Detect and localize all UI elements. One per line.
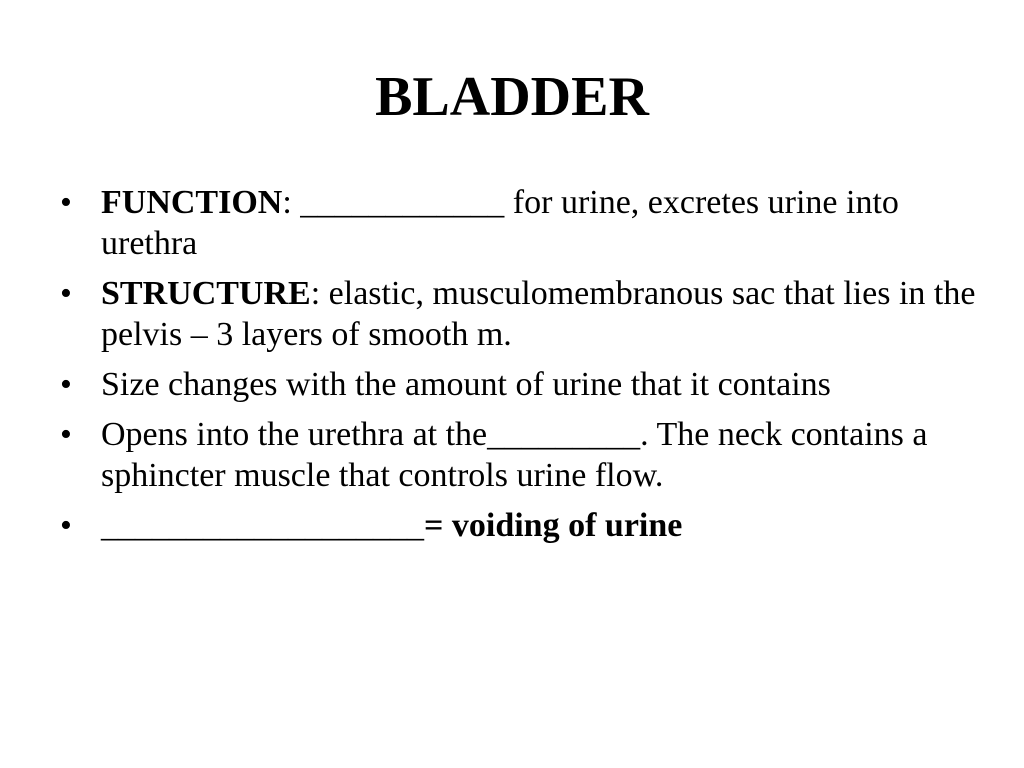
size-text: Size changes with the amount of urine that it contains — [101, 366, 831, 403]
function-text: for urine, excretes urine into urethra — [101, 184, 899, 262]
bullet-dot-icon: • — [60, 275, 72, 312]
structure-label: STRUCTURE — [101, 275, 311, 312]
voiding-text: = voiding of urine — [424, 507, 683, 544]
voiding-blank: ___________________ — [101, 507, 424, 544]
bullet-dot-icon: • — [60, 184, 72, 221]
slide-title: BLADDER — [375, 66, 649, 128]
structure-text: elastic, musculomembranous sac that lies in the pelvis – 3 layers of smooth m. — [101, 275, 976, 353]
function-separator: : — [282, 184, 292, 221]
bullet-voiding — [56, 505, 976, 546]
function-label: FUNCTION — [101, 184, 283, 221]
opening-text-after: . The neck contains a sphincter muscle that controls urine flow. — [101, 416, 928, 494]
bullet-dot-icon: • — [60, 507, 72, 544]
bullet-list — [56, 182, 976, 555]
bullet-opening — [56, 414, 976, 496]
bullet-function — [56, 182, 976, 264]
opening-text-before: Opens into the urethra at the — [101, 416, 488, 453]
bullet-dot-icon: • — [60, 416, 72, 453]
function-blank: ____________ — [291, 184, 505, 221]
structure-separator: : — [310, 275, 321, 312]
bullet-structure — [56, 273, 976, 355]
opening-blank: _________ — [487, 416, 641, 453]
bullet-dot-icon: • — [60, 366, 72, 403]
bullet-size — [56, 364, 976, 405]
